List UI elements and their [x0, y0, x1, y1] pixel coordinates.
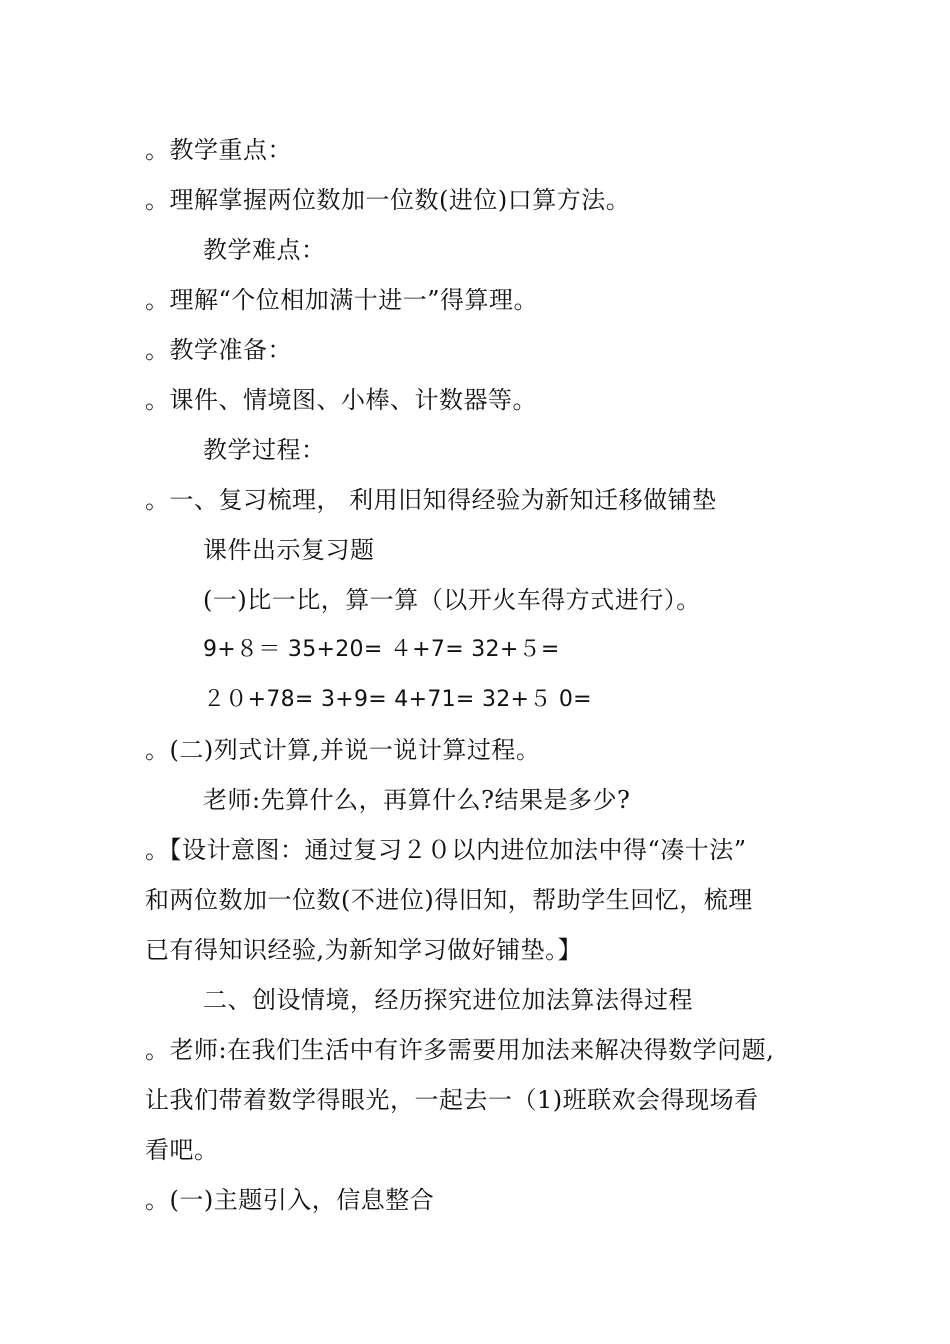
paragraph-teacher-question: 老师:先算什么，再算什么?结果是多少? [203, 786, 631, 814]
subheading-column-calculation: 。(二)列式计算,并说一说计算过程。 [145, 736, 541, 764]
paragraph-difficulty-content: 。理解“个位相加满十进一”得算理。 [145, 286, 539, 314]
paragraph-preparation-content: 。课件、情境图、小棒、计数器等。 [145, 386, 537, 414]
subheading-compare-calculate: (一)比一比，算一算（以开火车得方式进行）。 [203, 586, 701, 614]
paragraph-focus-content: 。理解掌握两位数加一位数(进位)口算方法。 [145, 186, 631, 214]
paragraph-design-intent-2: 和两位数加一位数(不进位)得旧知，帮助学生回忆，梳理 [145, 886, 753, 914]
section-heading-create-situation: 二、创设情境，经历探究进位加法算法得过程 [203, 986, 693, 1014]
paragraph-review-questions: 课件出示复习题 [203, 536, 375, 564]
heading-teaching-focus: 。教学重点： [145, 136, 292, 164]
paragraph-teacher-intro-2: 让我们带着数学得眼光，一起去一（1)班联欢会得现场看 [145, 1086, 759, 1114]
heading-teaching-preparation: 。教学准备： [145, 336, 292, 364]
math-exercises-row-1: 9+８＝ 35+20= ４+7= 32+５= [203, 637, 560, 662]
paragraph-teacher-intro-1: 。老师:在我们生活中有许多需要用加法来解决得数学问题, [145, 1036, 775, 1064]
paragraph-teacher-intro-3: 看吧。 [145, 1136, 219, 1164]
subheading-topic-introduction: 。(一)主题引入，信息整合 [145, 1186, 435, 1214]
paragraph-design-intent-1: 。【设计意图：通过复习２０以内进位加法中得“凑十法” [145, 836, 747, 864]
math-exercises-row-2: ２０+78= 3+9= 4+71= 32+５ 0= [203, 687, 592, 712]
heading-teaching-process: 教学过程： [203, 436, 326, 464]
section-heading-review: 。一、复习梳理， 利用旧知得经验为新知迁移做铺垫 [145, 486, 717, 514]
heading-teaching-difficulty: 教学难点： [203, 236, 326, 264]
paragraph-design-intent-3: 已有得知识经验,为新知学习做好铺垫。】 [145, 936, 583, 964]
